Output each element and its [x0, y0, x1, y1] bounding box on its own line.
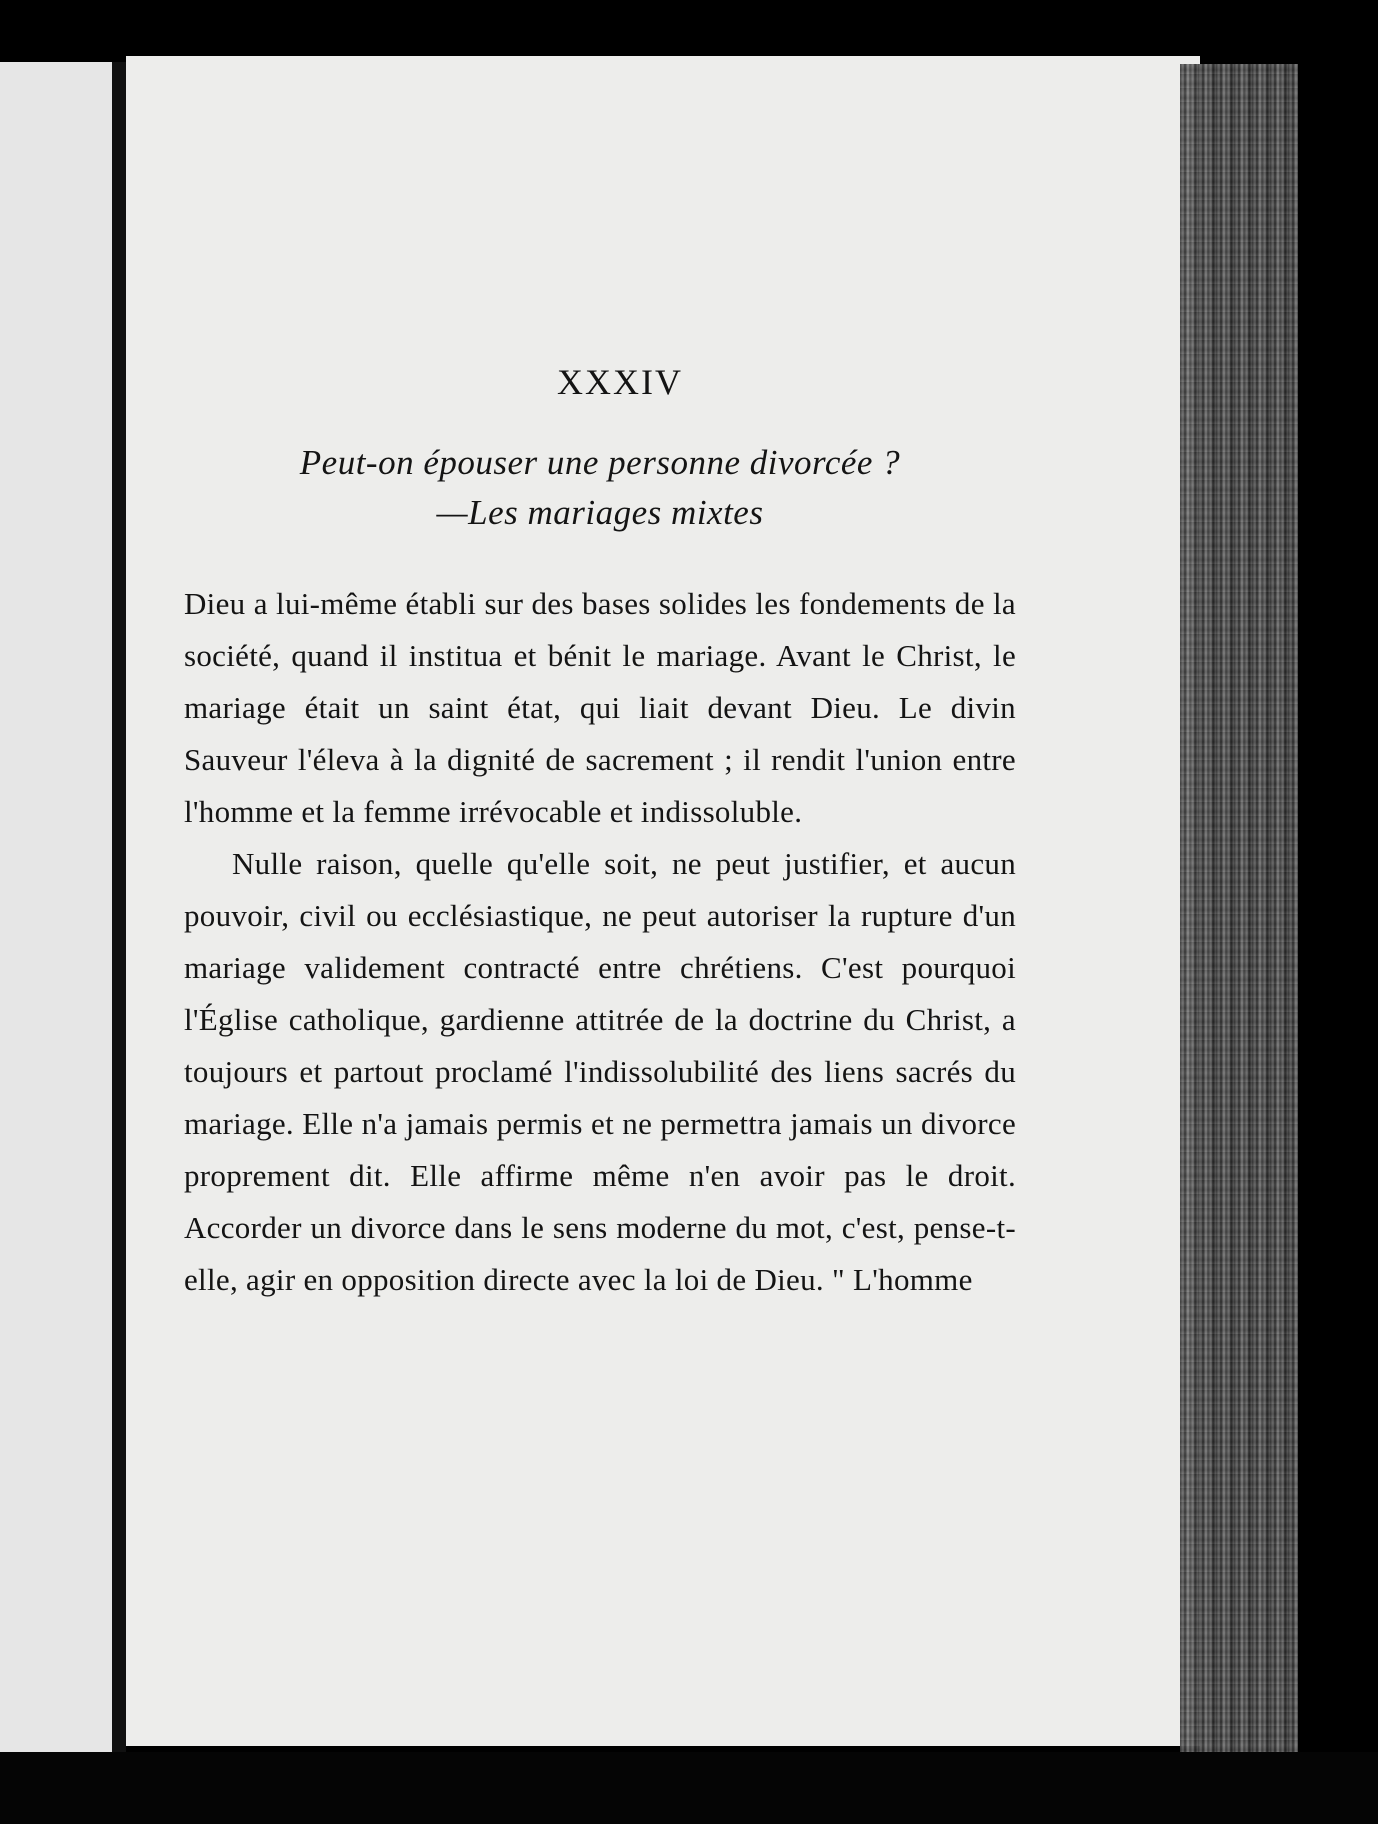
page-text [184, 360, 1016, 1306]
book-gutter [112, 62, 126, 1752]
chapter-title-line-2: —Les mariages mixtes [436, 493, 764, 532]
chapter-title-line-1: Peut-on épouser une personne divorcée ? [299, 443, 901, 482]
scan-background [0, 1752, 1378, 1824]
chapter-title [184, 438, 1016, 538]
page-fore-edge-texture [1180, 64, 1298, 1754]
left-page-margin [0, 62, 112, 1752]
paragraph-1: Dieu a lui-même établi sur des bases solides les fondements de la société, quand il institua et bénit le mariage. Avant le Christ, le mariage était un saint état, qui liait devant Dieu. Le divin Sauveur l'éleva à la dignité de sacrement ; il rendit l'union entre l'homme et la femme irrévocable et indissoluble. [184, 586, 1016, 829]
paragraph-2: Nulle raison, quelle qu'elle soit, ne peut justifier, et aucun pouvoir, civil ou ecclésiastique, ne peut autoriser la rupture d'un mariage validement contracté entre chrétiens. C'est pourquoi l'Église catholique, gardienne attitrée de la doctrine du Christ, a toujours et partout proclamé l'indissolubilité des liens sacrés du mariage. Elle n'a jamais permis et ne permettra jamais un divorce proprement dit. Elle affirme même n'en avoir pas le droit. Accorder un divorce dans le sens moderne du mot, c'est, pense-t-elle, agir en opposition directe avec la loi de Dieu. " L'homme [184, 846, 1016, 1297]
chapter-number: XXXIV [557, 362, 683, 402]
